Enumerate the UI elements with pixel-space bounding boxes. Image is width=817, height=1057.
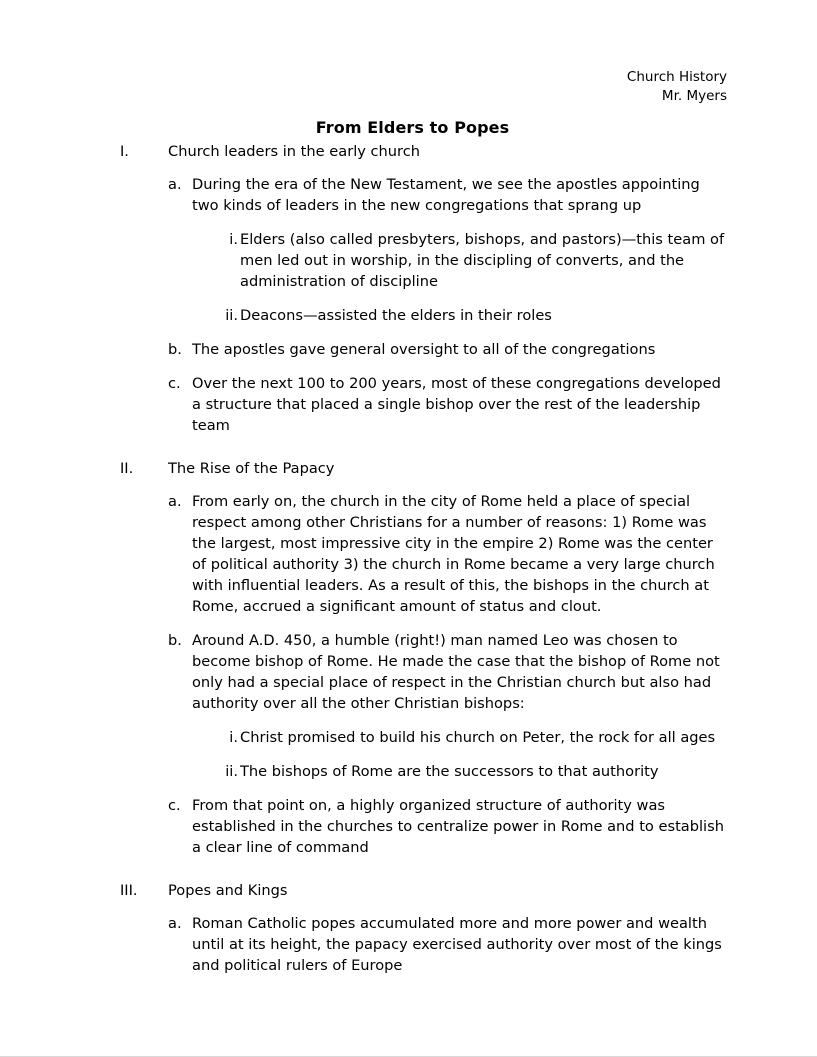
list-item-text: Roman Catholic popes accumulated more and more power and wealth until at its height, the papacy exercised authority over most of the kings and political rulers of Europe [192, 915, 722, 974]
list-marker: II. [120, 460, 134, 477]
header-instructor-line: Mr. Myers [661, 88, 727, 104]
list-item-text: Popes and Kings [168, 882, 288, 899]
outline-item-level2 [0, 913, 817, 976]
outline-item-level1 [0, 458, 817, 479]
list-marker: i. [229, 729, 238, 746]
list-item-text: From early on, the church in the city of Rome held a place of special respect among other Christians for a number of reasons: 1) Rome was the largest, most impressive city in the empire 2) Rome was the center of political authority 3) the church in Rome became a very large church with influential leaders. As a result of this, the bishops in the church at Rome, accrued a significant amount of status and clout. [192, 493, 715, 615]
list-item-text: The bishops of Rome are the successors to that authority [240, 763, 659, 780]
list-marker: I. [120, 143, 129, 160]
list-item-text: From that point on, a highly organized structure of authority was established in the churches to centralize power in Rome and to establish a clear line of command [192, 797, 724, 856]
outline-item-level3 [0, 727, 817, 748]
list-marker: III. [120, 882, 138, 899]
list-item-text: During the era of the New Testament, we see the apostles appointing two kinds of leaders in the new congregations that sprang up [192, 176, 700, 214]
list-item-text: Elders (also called presbyters, bishops, and pastors)—this team of men led out in worship, in the discipling of converts, and the administration of discipline [240, 231, 725, 290]
outline-item-level3 [0, 229, 817, 292]
list-marker: b. [168, 632, 182, 649]
list-item-text: Deacons—assisted the elders in their roles [240, 307, 552, 324]
list-marker: ii. [225, 763, 238, 780]
list-item-text: Around A.D. 450, a humble (right!) man named Leo was chosen to become bishop of Rome. He made the case that the bishop of Rome not only had a special place of respect in the Christian church but also had authority over all the other Christian bishops: [192, 632, 720, 712]
outline-item-level3 [0, 305, 817, 326]
outline-item-level3 [0, 761, 817, 782]
list-marker: i. [229, 231, 238, 248]
outline-item-level2 [0, 373, 817, 436]
outline-item-level1 [0, 141, 817, 162]
page-title: From Elders to Popes [315, 117, 510, 137]
outline-item-level2 [0, 339, 817, 360]
outline-item-level2 [0, 491, 817, 617]
list-marker: a. [168, 176, 182, 193]
list-item-text: Church leaders in the early church [168, 143, 420, 160]
list-item-text: Christ promised to build his church on Peter, the rock for all ages [240, 729, 716, 746]
list-item-text: Over the next 100 to 200 years, most of these congregations developed a structure that placed a single bishop over the rest of the leadership team [192, 375, 721, 434]
header-course-line: Church History [626, 69, 727, 85]
list-marker: a. [168, 493, 182, 510]
list-marker: a. [168, 915, 182, 932]
outline-item-level2 [0, 174, 817, 216]
outline-item-level1 [0, 880, 817, 901]
list-marker: c. [168, 797, 181, 814]
list-item-text: The Rise of the Papacy [168, 460, 335, 477]
outline-body [0, 141, 817, 976]
list-marker: b. [168, 341, 182, 358]
list-marker: ii. [225, 307, 238, 324]
outline-item-level2 [0, 795, 817, 858]
list-marker: c. [168, 375, 181, 392]
outline-item-level2 [0, 630, 817, 714]
document-header [0, 68, 727, 106]
list-item-text: The apostles gave general oversight to all of the congregations [192, 341, 656, 358]
